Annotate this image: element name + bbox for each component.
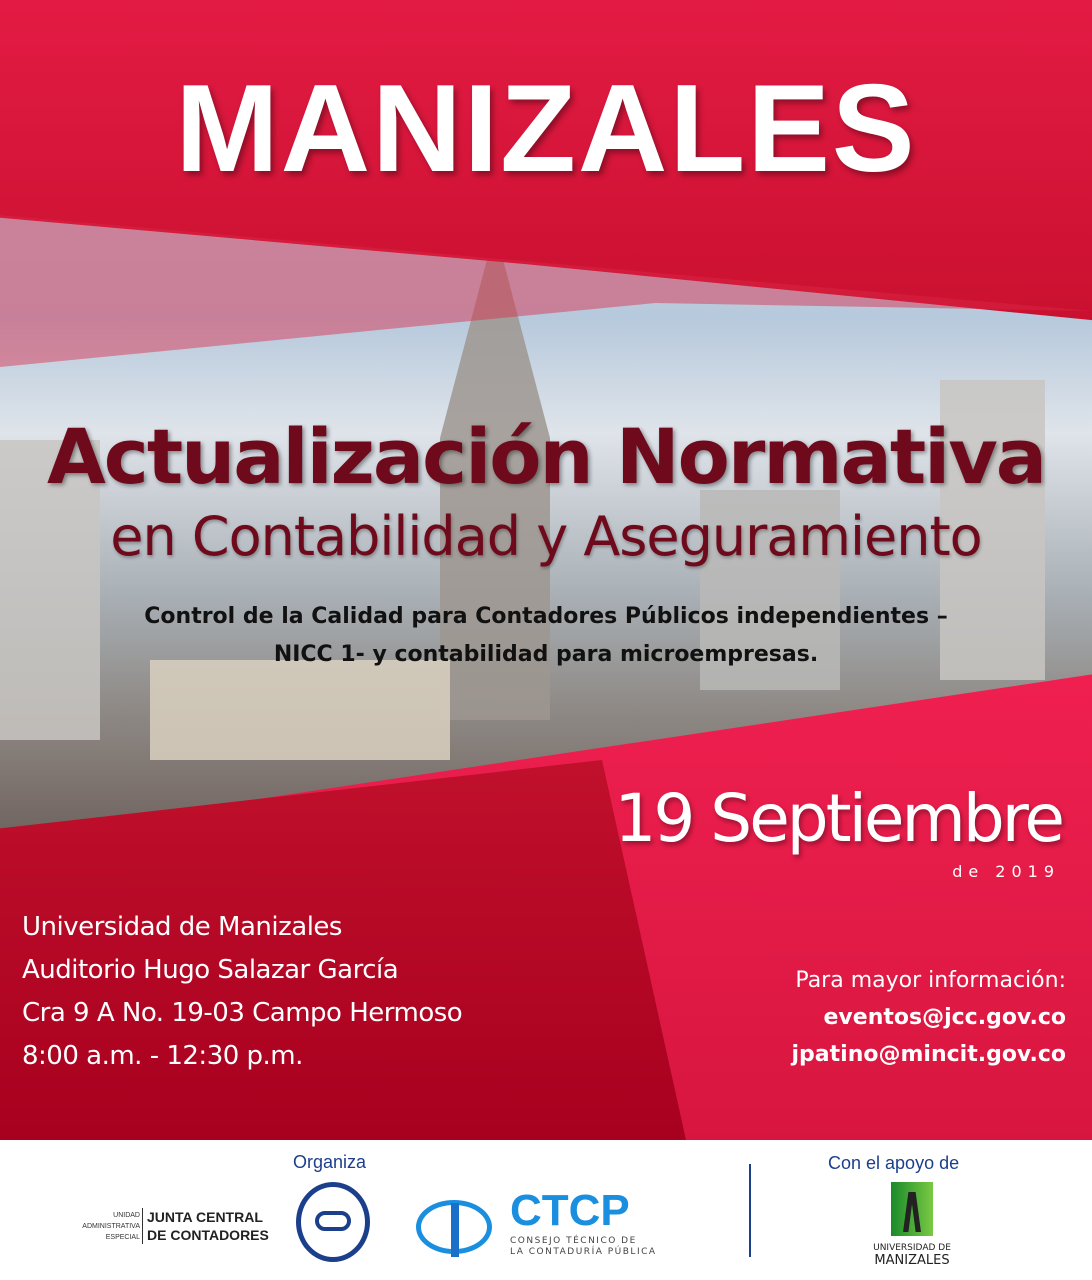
jcc-small-line: ADMINISTRATIVA bbox=[82, 1223, 140, 1230]
jcc-name-line: JUNTA CENTRAL bbox=[147, 1209, 263, 1225]
event-year: de 2019 bbox=[952, 862, 1060, 881]
umanizales-line: UNIVERSIDAD DE bbox=[873, 1243, 951, 1253]
city-title: MANIZALES bbox=[175, 60, 917, 198]
ctcp-logo-icon bbox=[416, 1200, 492, 1254]
venue-line: Auditorio Hugo Salazar García bbox=[22, 955, 399, 985]
headline: Actualización Normativa bbox=[46, 412, 1046, 501]
description-line: Control de la Calidad para Contadores Públicos independientes – bbox=[144, 604, 948, 629]
umanizales-logo-mark bbox=[903, 1192, 921, 1232]
jcc-name bbox=[142, 1208, 269, 1244]
umanizales-text bbox=[852, 1243, 972, 1268]
footer bbox=[0, 1140, 1092, 1280]
ctcp-sub-line: CONSEJO TÉCNICO DE bbox=[510, 1236, 637, 1246]
contact-label: Para mayor información: bbox=[795, 968, 1066, 993]
venue-line: Universidad de Manizales bbox=[22, 912, 342, 942]
ctcp-subtitle bbox=[510, 1236, 657, 1258]
ctcp-sub-line: LA CONTADURÍA PÚBLICA bbox=[510, 1247, 657, 1257]
organiza-label: Organiza bbox=[293, 1152, 367, 1172]
venue-line: 8:00 a.m. - 12:30 p.m. bbox=[22, 1041, 303, 1071]
jcc-name-line: DE CONTADORES bbox=[147, 1227, 269, 1243]
venue-line: Cra 9 A No. 19-03 Campo Hermoso bbox=[22, 998, 463, 1028]
venue-info bbox=[22, 906, 462, 1078]
umanizales-line: MANIZALES bbox=[874, 1253, 950, 1268]
jcc-logo-icon bbox=[296, 1182, 370, 1262]
email-link[interactable]: eventos@jcc.gov.co bbox=[823, 1005, 1066, 1030]
description-line: NICC 1- y contabilidad para microempresas. bbox=[273, 642, 819, 667]
subheadline: en Contabilidad y Aseguramiento bbox=[110, 505, 982, 568]
ctcp-logo-bar bbox=[451, 1203, 459, 1257]
ctcp-name: CTCP bbox=[510, 1186, 630, 1235]
jcc-logo-inner bbox=[315, 1211, 351, 1231]
umanizales-logo-icon bbox=[891, 1182, 933, 1236]
email-link[interactable]: jpatino@mincit.gov.co bbox=[791, 1042, 1066, 1067]
event-date: 19 Septiembre bbox=[614, 780, 1062, 857]
description bbox=[0, 598, 1092, 674]
jcc-small-text bbox=[60, 1210, 140, 1243]
apoyo-label: Con el apoyo de bbox=[828, 1153, 960, 1173]
building bbox=[150, 660, 450, 760]
jcc-small-line: ESPECIAL bbox=[105, 1234, 140, 1241]
contact-info bbox=[792, 962, 1066, 1073]
divider bbox=[749, 1164, 751, 1257]
jcc-small-line: UNIDAD bbox=[113, 1212, 140, 1219]
